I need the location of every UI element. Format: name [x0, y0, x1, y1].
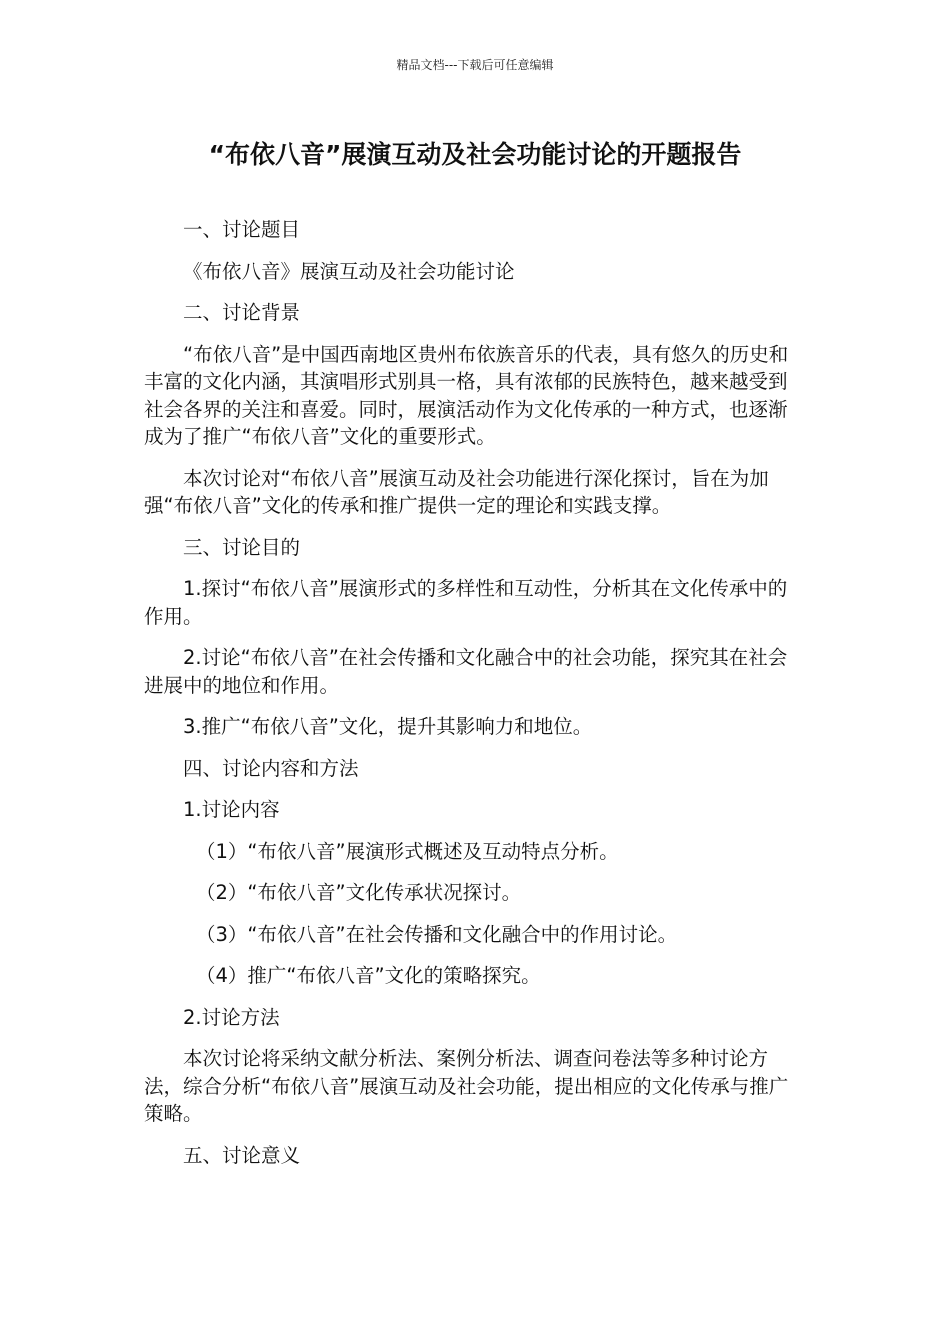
- page-header-note: 精品文档---下载后可任意编辑: [396, 58, 554, 72]
- subheading-content: 1.讨论内容: [183, 798, 280, 821]
- purpose-item-2: 2.讨论“布依八音”在社会传播和文化融合中的社会功能，探究其在社会进展中的地位和作用。: [144, 646, 788, 697]
- background-paragraph-1: “布依八音”是中国西南地区贵州布依族音乐的代表，具有悠久的历史和丰富的文化内涵，其演唱形式别具一格，具有浓郁的民族特色，越来越受到社会各界的关注和喜爱。同时，展演活动作为文化传承的一种方式，也逐渐成为了推广“布依八音”文化的重要形式。: [144, 342, 789, 448]
- purpose-item-1: 1.探讨“布依八音”展演形式的多样性和互动性，分析其在文化传承中的作用。: [144, 577, 788, 628]
- section-heading-purpose: 三、讨论目的: [183, 535, 301, 559]
- content-item-1: （1）“布依八音”展演形式概述及互动特点分析。: [196, 839, 619, 863]
- document-title: “布依八音”展演互动及社会功能讨论的开题报告: [208, 140, 742, 169]
- content-item-4: （4）推广“布依八音”文化的策略探究。: [196, 964, 541, 987]
- purpose-item-3: 3.推广“布依八音”文化，提升其影响力和地位。: [183, 715, 593, 738]
- document-body: [144, 216, 804, 1183]
- topic-text: 《布依八音》展演互动及社会功能讨论: [183, 259, 515, 283]
- section-heading-significance: 五、讨论意义: [183, 1143, 301, 1167]
- method-paragraph: 本次讨论将采纳文献分析法、案例分析法、调查问卷法等多种讨论方法，综合分析“布依八音”展演互动及社会功能，提出相应的文化传承与推广策略。: [144, 1047, 789, 1125]
- content-item-2: （2）“布依八音”文化传承状况探讨。: [196, 881, 522, 904]
- section-heading-content-method: 四、讨论内容和方法: [183, 756, 359, 780]
- section-heading-topic: 一、讨论题目: [183, 218, 301, 241]
- section-heading-background: 二、讨论背景: [183, 301, 301, 324]
- background-paragraph-2: 本次讨论对“布依八音”展演互动及社会功能进行深化探讨，旨在为加强“布依八音”文化的传承和推广提供一定的理论和实践支撑。: [144, 466, 769, 517]
- subheading-method: 2.讨论方法: [183, 1005, 280, 1029]
- content-item-3: （3）“布依八音”在社会传播和文化融合中的作用讨论。: [196, 922, 678, 946]
